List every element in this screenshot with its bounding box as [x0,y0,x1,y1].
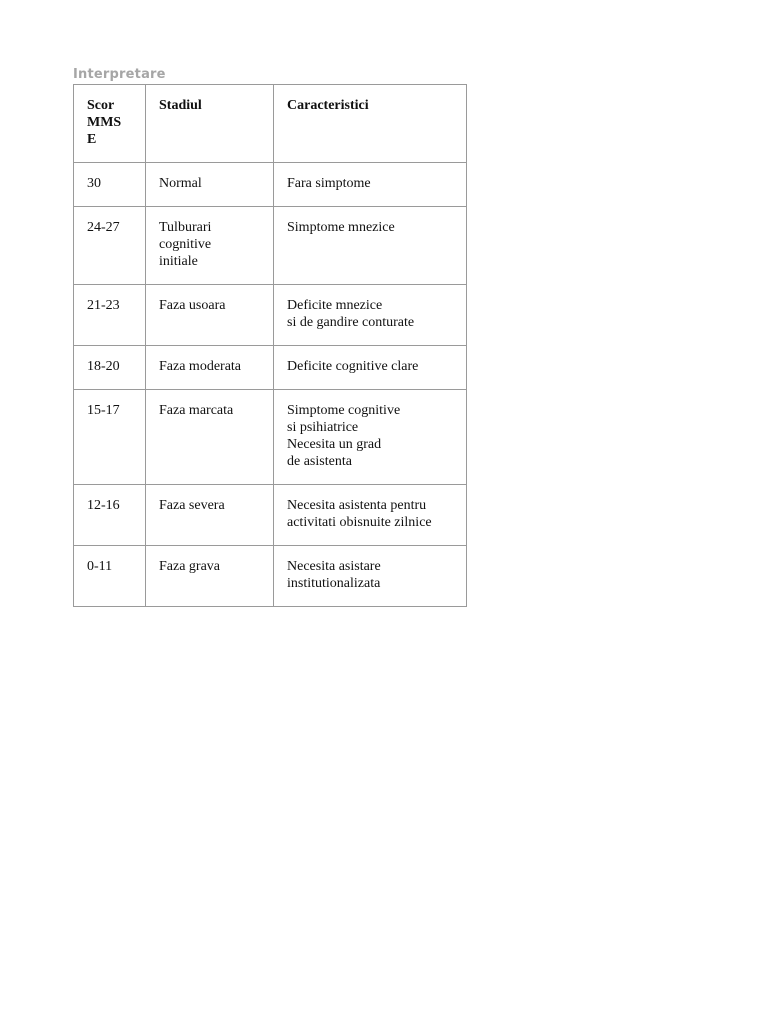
cell-characteristics [274,485,467,546]
cell-line: Faza severa [159,498,225,513]
cell-line: si psihiatrice [287,420,359,435]
cell-line: Faza usoara [159,298,226,313]
cell-stage [146,163,274,207]
cell-line: Necesita asistenta pentru [287,498,427,513]
cell-line: institutionalizata [287,576,381,591]
header-score [74,85,146,163]
table-row [74,346,467,390]
mms-interpretation-table [73,84,467,607]
header-score-line: Scor [87,98,115,113]
cell-line: initiale [159,254,198,269]
cell-characteristics [274,285,467,346]
cell-characteristics [274,163,467,207]
cell-score: 12-16 [74,485,146,546]
cell-score: 24-27 [74,207,146,285]
header-score-line: MMS [87,115,122,130]
cell-characteristics [274,546,467,607]
cell-stage [146,346,274,390]
cell-line: Simptome mnezice [287,220,395,235]
cell-line: Faza marcata [159,403,234,418]
table-row [74,163,467,207]
table-row [74,485,467,546]
cell-line: cognitive [159,237,212,252]
cell-line: Normal [159,176,202,191]
cell-stage [146,485,274,546]
cell-score: 0-11 [74,546,146,607]
cell-score: 30 [74,163,146,207]
cell-characteristics [274,390,467,485]
header-characteristics: Caracteristici [274,85,467,163]
cell-stage [146,285,274,346]
table-row [74,207,467,285]
cell-characteristics [274,207,467,285]
table-row [74,285,467,346]
header-stage: Stadiul [146,85,274,163]
cell-line: Faza grava [159,559,221,574]
cell-stage [146,546,274,607]
cell-stage [146,207,274,285]
cell-line: de asistenta [287,454,352,469]
cell-stage [146,390,274,485]
header-score-line: E [87,132,97,147]
table-caption: Interpretare [73,67,166,82]
cell-line: Necesita un grad [287,437,382,452]
table-row [74,390,467,485]
cell-line: activitati obisnuite zilnice [287,515,432,530]
cell-line: Necesita asistare [287,559,381,574]
cell-score: 21-23 [74,285,146,346]
cell-line: Faza moderata [159,359,242,374]
table-row [74,546,467,607]
cell-line: Deficite mnezice [287,298,383,313]
cell-line: Fara simptome [287,176,371,191]
cell-line: Simptome cognitive [287,403,401,418]
cell-line: Tulburari [159,220,212,235]
cell-line: si de gandire conturate [287,315,415,330]
cell-score: 18-20 [74,346,146,390]
cell-score: 15-17 [74,390,146,485]
table-header-row [74,85,467,163]
cell-characteristics [274,346,467,390]
cell-line: Deficite cognitive clare [287,359,419,374]
